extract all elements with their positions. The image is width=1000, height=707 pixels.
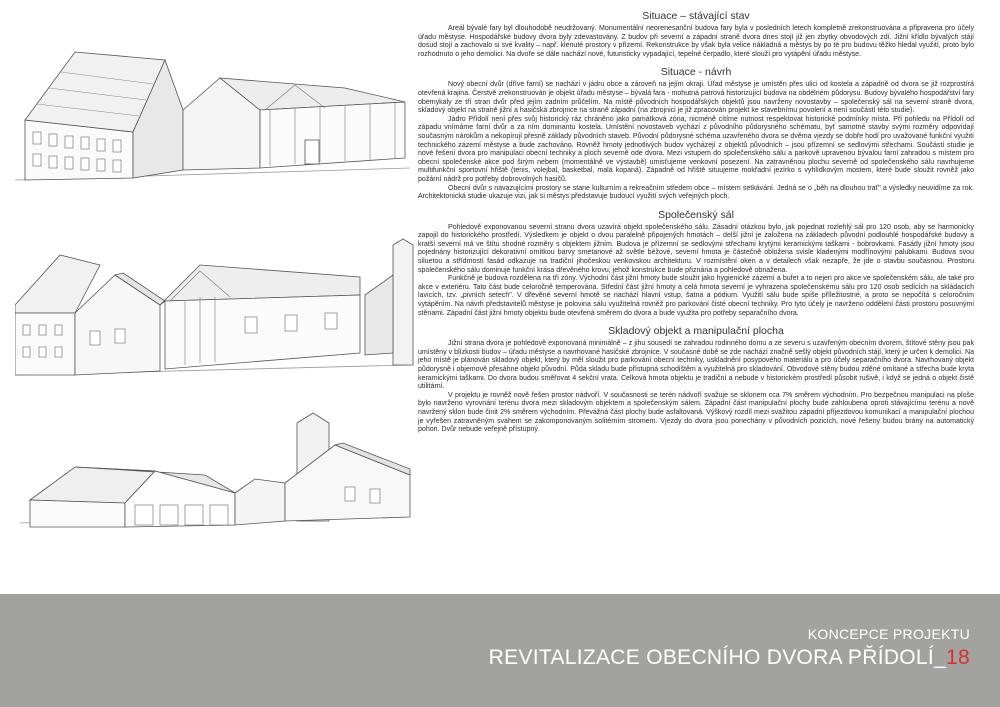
paragraph: Nový obecní dvůr (dříve farní) se nachází v jádru obce a zároveň na jejím okraji. Úřad městyse je umístěn přes ulici od kostela a západně od dvora se již rozprostírá otevřená krajina. Čerstvě zrekonstruován je objekt úřadu městyse – bývalá fara - mohutná patrová historizující budova na obdélném půdorysu. Budovy bývalého hospodářství fary obemykaly ze tří stran dvůr před jejím zadním průčelím. Na místě původních hospodářských objektů jsou navrženy novostavby – společenský sál na severní straně dvora, skladový objekt na straně jižní a hasičská zbrojnice na straně západní (na zbrojnici je již zpracován projekt ke stavebnímu povolení a není součástí této studie). [418, 81, 974, 115]
paragraph: Jižní strana dvora je pohledově exponovaná minimálně – z jihu sousedí se zahradou rodinného domu a ze severu s uzavřeným obecním dvorem, štítové stěny jsou pak umístěny v blízkosti budov – úřadu městyse a navrhované hasičské zbrojnice. V současné době se zde nachází značně sešlý objekt původních stájí, který je určen k demolici. Na jeho místě je plánován skladový objekt, který by měl sloužit pro parkování obecní techniky, uskladnění posypového materiálu a pro účely separačního dvora. Navrhovaný objekt půdorysně i objemově přesáhne objekt původní. Půda skladu bude přístupná schodištěm a využitelná pro skladování. Obvodové stěny budou zděné omítané a střecha bude kryta keramickými taškami. Do dvora budou směřovat 4 sekční vrata. Celková hmota objektu je tradiční a nebude v historickém prostředí působit rušivě, i když se jedná o objekt čistě utilitární. [418, 340, 974, 391]
paragraph: Jádro Přídolí není přes svůj historický ráz chráněno jako památková zóna, nicméně cítíme nutnost respektovat historické podmínky místa. Při pohledu na Přídolí od západu vnímáme farní dvůr a za ním dominantu kostela. Umístění novostaveb vychází z původního půdorysného schématu, byť samotné stavby svými rozměry odpovídají současným nárokům a nekopírují přesně základy původních staveb. Původní půdorysné schéma uzavřeného dvora se dvěma vjezdy se dobře hodí pro uvažované funkční využití technického zázemí městyse a bude zachováno. Rovněž hmoty jednotlivých budov vycházejí z objektů původních – jsou přízemní se sedlovými střechami. Součástí studie je nové řešení dvora pro manipulaci obecní techniky a ploch severně ode dvora. Mezi vstupem do společenského sálu a parkově upravenou bývalou farní zahradou s místem pro obecní společenské akce pod širým nebem (momentálně ve výstavbě) umisťujeme venkovní posezení. Na zatravněnou plochu severně od společenského sálu navrhujeme multifunkční sportovní hřiště (tenis, volejbal, basketbal, malá kopaná). Západně od hřiště situujeme mokřadní jezírko s vyhlídkovým mostem, které bude sloužit rovněž jako požární nádrž pro potřeby dobrovolných hasičů. [418, 115, 974, 183]
paragraph: Obecní dvůr s navazujícími prostory se stane kulturním a rekreačním středem obce – místem setkávání. Jedná se o „běh na dlouhou trať" a výsledky neuvidíme za rok. Architektonická studie ukazuje vizi, jak si městys představuje budoucí využití svých veřejných ploch. [418, 184, 974, 201]
sketch-existing-state [15, 40, 415, 190]
sketch-warehouse [15, 405, 415, 555]
section-title: Situace – stávající stav [642, 10, 750, 22]
footer-band [0, 594, 1000, 707]
section-title: Společenský sál [658, 208, 734, 221]
sketch-social-hall [15, 235, 415, 385]
section-social-hall [418, 209, 974, 319]
project-title: REVITALIZACE OBECNÍHO DVORA PŘÍDOLÍ_ [488, 646, 947, 669]
paragraph: V projektu je rovněž nově řešen prostor nádvoří. V současnosti se terén nádvoří svažuje se sklonem cca 7% směrem východním. Pro bezpečnou manipulaci na ploše bylo navrženo vyrovnání terénu dvora mezi skladovým objektem a společenským sálem. Západní část manipulační plochy bude zahloubena oproti stávajícímu terénu a nově navržený sklon bude činit 2% směrem východním. Převážná část plochy bude asfaltovaná. Výškový rozdíl mezi svažitou západní příjezdovou komunikací a manipulační plochou je vyřešen zatravněným svahem se zakomponovaným solitérním stromem. Vjezdy do dvora jsou ponechány v původních pozicích, nové řešeny budou brány na automatický pohon. Dvůr nebude veřejně přístupný. [418, 391, 974, 434]
section-existing-state [418, 10, 974, 59]
section-title: Skladový objekt a manipulační plocha [608, 325, 784, 338]
paragraph: Pohledově exponovanou severní stranu dvora uzavírá objekt společenského sálu. Zásadní otázkou bylo, jak pojednat rozlehlý sál pro 120 osob, aby se harmonicky zapojil do historického prostředí. Výsledkem je objekt o dvou paralelně připojených hmotách – delší jižní je založena na základech původní podlouhlé hospodářské budovy a kratší severní má ve štítu shodné rozměry s objektem jižním. Budova je přízemní se sedlovými střechami krytými keramickými taškami - bobrovkami. Fasády jižní hmoty jsou pojednány historizující dekorativní omítkou barvy smetanové až světle béžové, severní hmota je částečně obložena svisle kladenými modřínovými palubkami. Budova svou siluetou a střídmostí fasád odkazuje na tradiční jihočeskou venkovskou architekturu. V rozmístění oken a v detailech však nezapře, že jde o stavbu současnou. Prostoru společenského sálu dominuje funkční krása dřevěného krovu, jehož konstrukce bude přiznána a pohledově obnažena. [418, 223, 974, 274]
footer-title [489, 646, 970, 670]
section-title: Situace - návrh [660, 66, 732, 79]
page-number: 18 [946, 646, 970, 669]
section-warehouse [418, 325, 974, 435]
paragraph: Areál bývalé fary byl dlouhodobě neudržovaný. Monumentální neorenesanční budova fary byla v posledních letech kompletně zrekonstruována a připravena pro účely úřadu městyse. Hospodářské budovy dvora byly zdevastovány. Z budov při severní a západní straně dvora dnes stojí již jen zbytky obvodových zdí. Jižní křídlo bývalých stájí dosud stojí a zachovalo si své kvality – např. klenuté prostory v přízemí. Rekonstrukce by však byla velice nákladná a městys by po té pro budovu těžko hledal využití, proto bylo rozhodnuto o jeho demolici. Na dvoře se dále nachází nové, futuristicky vypadající, tepelné čerpadlo, které slouží pro vytápění úřadu městyse. [418, 25, 974, 58]
footer-subtitle: KONCEPCE PROJEKTU [807, 626, 970, 642]
paragraph: Funkčně je budova rozdělena na tři zóny. Východní část jižní hmoty bude sloužit jako hygienické zázemí a bufet a to nejen pro akce ve společenském sálu, ale také pro akce v exteriéru. Tato část bude celoročně temperována. Střední část jižní hmoty a celá hmota severní je vyhrazena společenskému sálu pro 120 osob sedících na skládacích lavicích, tzv. „pivních setech". V dřevěné severní hmotě se nachází hlavní vstup, šatna a pódium. Využití sálu bude spíše příležitostné, a proto se nepočítá s celoročním vytápěním. Na návrh představitelů městyse je polovina sálu využitelná rovněž pro parkování čisté obecní techniky. Pro tyto účely je navrženo oddělení části prostoru posuvnými stěnami. Západní část jižní hmoty objektu bude otevřená směrem do dvora a bude využita pro potřeby separačního dvora. [418, 275, 974, 317]
section-proposal [418, 66, 974, 201]
text-column [418, 10, 974, 435]
